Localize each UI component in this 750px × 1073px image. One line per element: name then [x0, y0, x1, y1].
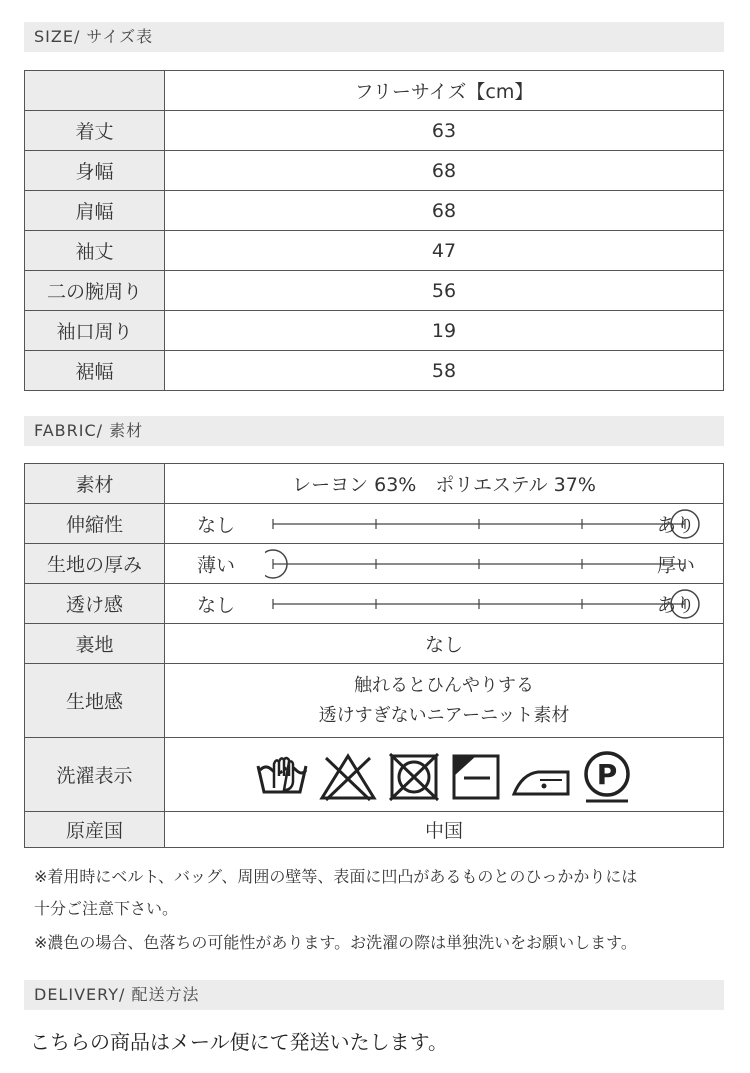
lining-value: なし [165, 624, 724, 664]
note-line-3: ※濃色の場合、色落ちの可能性があります。お洗濯の際は単独洗いをお願いします。 [34, 933, 637, 952]
table-row [25, 271, 724, 311]
table-row [25, 464, 724, 504]
note-line-2: 十分ご注意下さい。 [34, 899, 179, 918]
thickness-left-label: 薄い [197, 554, 236, 576]
size-label: 着丈 [25, 111, 165, 151]
table-row [25, 111, 724, 151]
size-label: 二の腕周り [25, 271, 165, 311]
stretch-right-label: あり [656, 514, 695, 536]
table-row [25, 624, 724, 664]
table-row [25, 504, 724, 544]
sheer-right-label: あり [656, 594, 695, 616]
table-row [25, 812, 724, 848]
size-value: 63 [165, 111, 724, 151]
fabric-section-header: FABRIC/ 素材 [24, 416, 724, 446]
sheer-scale [165, 584, 724, 624]
care-label: 洗濯表示 [25, 738, 165, 812]
size-section-header: SIZE/ サイズ表 [24, 22, 724, 52]
thickness-scale [165, 544, 724, 584]
table-row [25, 151, 724, 191]
size-column-header: フリーサイズ【cm】 [165, 71, 724, 111]
table-row [25, 544, 724, 584]
feel-line-1: 触れるとひんやりする [354, 674, 534, 696]
size-label: 肩幅 [25, 191, 165, 231]
thickness-label: 生地の厚み [25, 544, 165, 584]
size-label: 袖丈 [25, 231, 165, 271]
note-line-1: ※着用時にベルト、バッグ、周囲の壁等、表面に凹凸があるものとのひっかかりには [34, 867, 638, 886]
stretch-scale [165, 504, 724, 544]
size-value: 58 [165, 351, 724, 391]
material-value: レーヨン 63% ポリエステル 37% [165, 464, 724, 504]
care-icons [165, 746, 723, 804]
size-value: 19 [165, 311, 724, 351]
delivery-text: こちらの商品はメール便にて発送いたします。 [30, 1030, 448, 1054]
iron-low-icon [510, 752, 572, 802]
thickness-right-label: 厚い [656, 554, 695, 576]
size-table-corner [25, 71, 165, 111]
table-row [25, 738, 724, 812]
feel-line-2: 透けすぎないニアーニット素材 [318, 704, 570, 726]
table-row [25, 191, 724, 231]
feel-label: 生地感 [25, 664, 165, 738]
table-row [25, 664, 724, 738]
size-value: 56 [165, 271, 724, 311]
care-icons-cell [165, 738, 724, 812]
sheer-label: 透け感 [25, 584, 165, 624]
feel-value [165, 664, 724, 738]
size-table [24, 70, 724, 391]
stretch-label: 伸縮性 [25, 504, 165, 544]
table-row [25, 231, 724, 271]
dry-clean-p-icon [580, 750, 634, 804]
fabric-table [24, 463, 724, 848]
size-value: 68 [165, 191, 724, 231]
stretch-left-label: なし [197, 514, 236, 536]
origin-value: 中国 [165, 812, 724, 848]
table-row [25, 584, 724, 624]
table-row [25, 351, 724, 391]
hand-wash-icon [254, 752, 310, 802]
lining-label: 裏地 [25, 624, 165, 664]
size-label: 袖口周り [25, 311, 165, 351]
table-row [25, 311, 724, 351]
sheer-left-label: なし [197, 594, 236, 616]
no-tumble-dry-icon [386, 752, 442, 802]
size-label: 身幅 [25, 151, 165, 191]
delivery-section-header: DELIVERY/ 配送方法 [24, 980, 724, 1010]
size-value: 47 [165, 231, 724, 271]
line-dry-shade-icon [450, 752, 502, 802]
size-value: 68 [165, 151, 724, 191]
material-label: 素材 [25, 464, 165, 504]
no-bleach-icon [318, 752, 378, 802]
origin-label: 原産国 [25, 812, 165, 848]
size-label: 裾幅 [25, 351, 165, 391]
svg-text:P: P [596, 757, 618, 791]
